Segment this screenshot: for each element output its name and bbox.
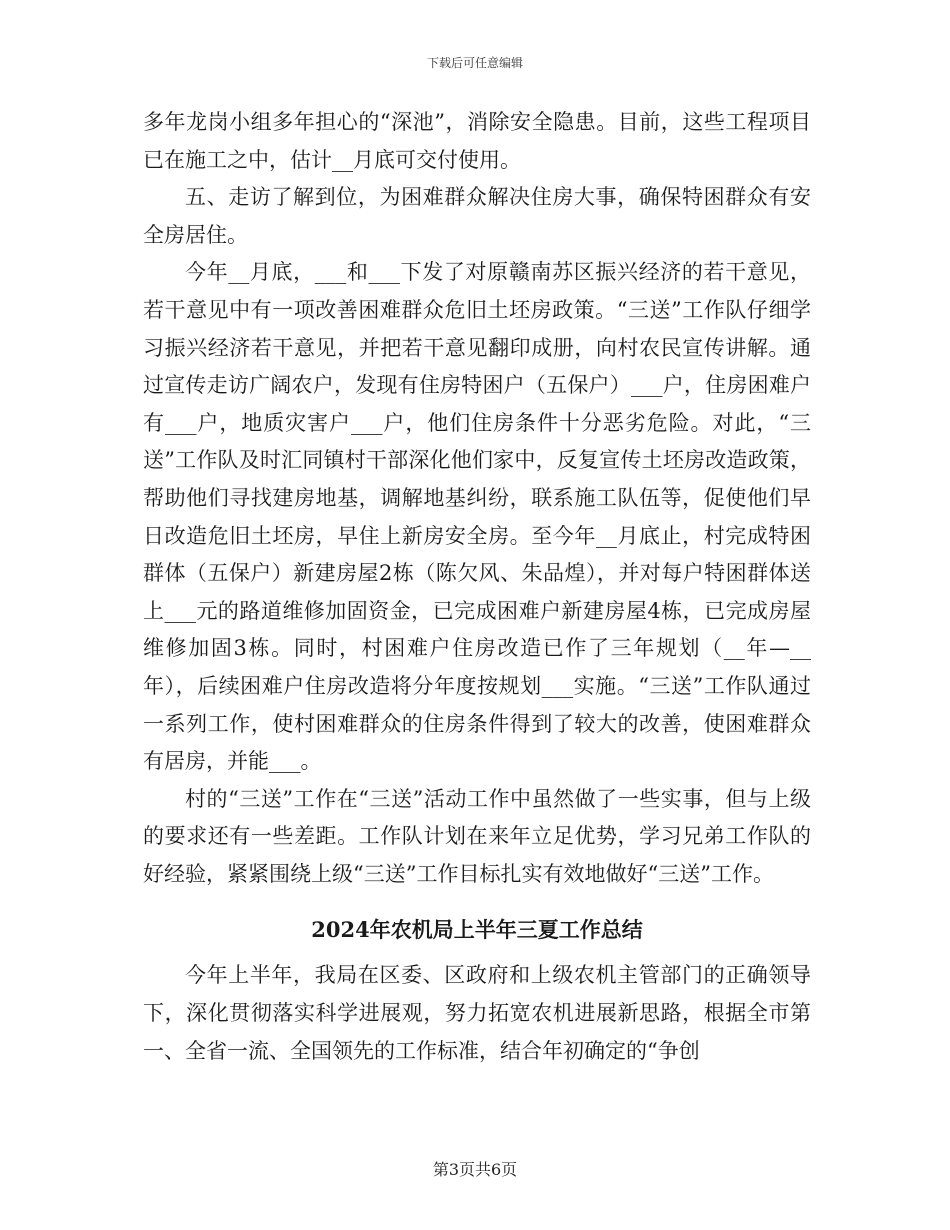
section-title: 2024年农机局上半年三夏工作总结: [311, 917, 643, 943]
paragraph: 今年上半年，我局在区委、区政府和上级农机主管部门的正确领导下，深化贯彻落实科学进展观，努力拓宽农机进展新思路，根据全市第一、全省一流、全国领先的工作标准，结合年初确定的“争创: [143, 963, 811, 1063]
page-number: 第3页共6页: [432, 1160, 518, 1179]
paragraph: 多年龙岗小组多年担心的“深池”，消除安全隐患。目前，这些工程项目已在施工之中，估计__月底可交付使用。: [143, 110, 811, 172]
paragraph: 今年__月底，___和___下发了对原赣南苏区振兴经济的若干意见，若干意见中有一项改善困难群众危旧土坯房政策。“三送”工作队仔细学习振兴经济若干意见，并把若干意见翻印成册，向村农民宣传讲解。通过宣传走访广阔农户，发现有住房特困户（五保户）___户，住房困难户有___户，地质灾害户___户，他们住房条件十分恶劣危险。对此，“三送”工作队及时汇同镇村干部深化他们家中，反复宣传土坯房改造政策，帮助他们寻找建房地基，调解地基纠纷，联系施工队伍等，促使他们早日改造危旧土坯房，早住上新房安全房。至今年__月底止，村完成特困群体（五保户）新建房屋2栋（陈欠风、朱品煌），并对每户特困群体送上___元的路道维修加固资金，已完成困难户新建房屋4栋，已完成房屋维修加固3栋。同时，村困难户住房改造已作了三年规划（__年—__年），后续困难户住房改造将分年度按规划___实施。“三送”工作队通过一系列工作，使村困难群众的住房条件得到了较大的改善，使困难群众有居房，并能___。: [143, 260, 811, 774]
document-body: [143, 104, 811, 1070]
header-note: 下载后可任意编辑: [426, 56, 523, 70]
paragraph: 村的“三送”工作在“三送”活动工作中虽然做了一些实事，但与上级的要求还有一些差距。工作队计划在来年立足优势，学习兄弟工作队的好经验，紧紧围绕上级“三送”工作目标扎实有效地做好“三送”工作。: [143, 786, 811, 886]
paragraph: 五、走访了解到位，为困难群众解决住房大事，确保特困群众有安全房居住。: [143, 185, 811, 247]
